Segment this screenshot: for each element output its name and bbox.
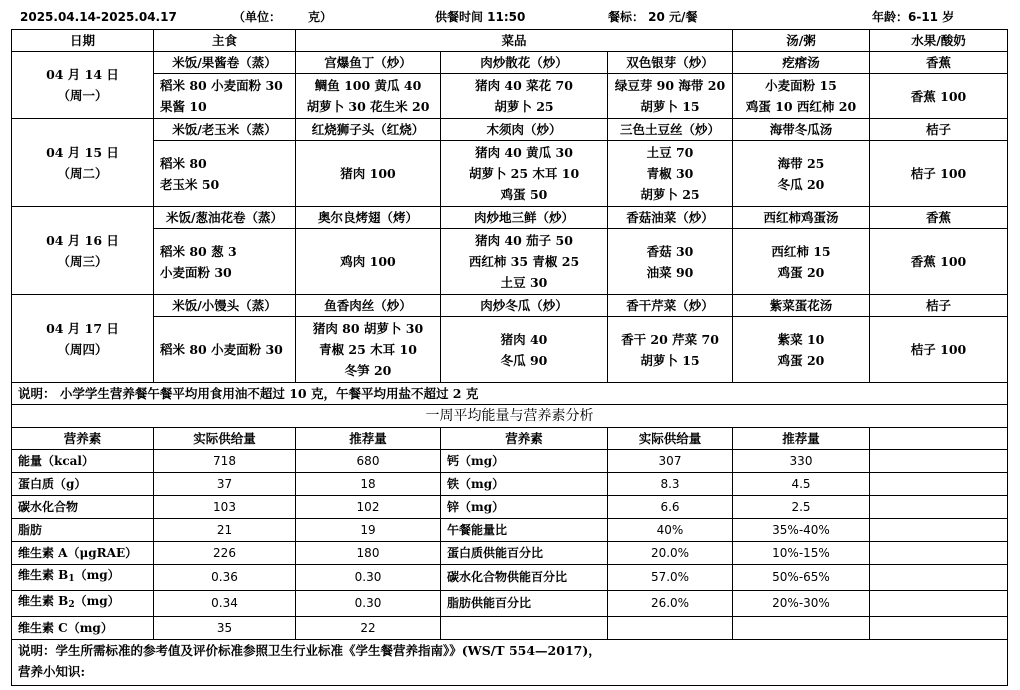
nutrient-actual: 226 [154, 542, 296, 565]
analysis-title: 一周平均能量与营养素分析 [12, 405, 1008, 428]
nutrient-name-text: 维生素 A（μgRAE） [18, 545, 138, 560]
nutrient-actual: 35 [154, 617, 296, 640]
dish-ingredients-line: 香菇 30 [646, 243, 694, 259]
staple-ingredients [154, 141, 296, 207]
dish-ingredients-line: 青椒 25 木耳 10 [319, 342, 417, 357]
dish-ingredients-line: 胡萝卜 30 花生米 20 [306, 99, 430, 114]
dish-ingredients [441, 229, 608, 295]
fruit-name: 桔子 [870, 119, 1008, 141]
nutrient-actual: 0.34 [154, 591, 296, 617]
nutrient-name [12, 565, 154, 591]
nutrient-unit: （mg） [74, 594, 120, 608]
nutrient-name [441, 617, 608, 640]
nutrient-unit: （mg） [74, 568, 120, 582]
dish-name: 宫爆鱼丁（炒） [296, 52, 441, 74]
standard-note-line: 说明：学生所需标准的参考值及评价标准参照卫生行业标准《学生餐营养指南》》(WS/T 554—2017)， [18, 643, 601, 658]
nutrient-actual: 26.0% [608, 591, 733, 617]
actual-header: 实际供给量 [154, 428, 296, 450]
day-date-cell [12, 52, 154, 119]
nutrient-name: 蛋白质供能百分比 [441, 542, 608, 565]
staple-ingredients-line: 稻米 80 葱 3 [160, 243, 237, 259]
dish-ingredients-line: 猪肉 100 [340, 166, 396, 181]
staple-ingredients-line: 老玉米 50 [160, 176, 220, 192]
nutrient-recommended: 680 [296, 450, 441, 473]
blank-cell [870, 565, 1008, 591]
dish-ingredients-line: 猪肉 40 茄子 50 [475, 233, 573, 248]
soup-name: 紫菜蛋花汤 [733, 295, 870, 317]
soup-name: 海带冬瓜汤 [733, 119, 870, 141]
nutrient-name-text: 碳水化合物 [18, 499, 79, 514]
nutrient-recommended: 102 [296, 496, 441, 519]
blank-cell [870, 496, 1008, 519]
actual-header: 实际供给量 [608, 428, 733, 450]
staple-ingredients-line: 稻米 80 小麦面粉 30 [160, 78, 283, 93]
nutrient-header: 营养素 [441, 428, 608, 450]
nutrient-subscript: 2 [68, 600, 75, 610]
fruit-ingredients [870, 74, 1008, 119]
nutrient-recommended: 180 [296, 542, 441, 565]
fruit-name: 桔子 [870, 295, 1008, 317]
dish-ingredients-line: 猪肉 40 黄瓜 30 [475, 145, 573, 160]
dish-ingredients-line: 胡萝卜 15 [640, 99, 700, 114]
nutrient-name-text: 能量（kcal） [18, 453, 94, 468]
day-date-cell-line: （周二） [57, 165, 108, 181]
nutrient-recommended: 20%-30% [733, 591, 870, 617]
col-soup-header: 汤/粥 [733, 30, 870, 52]
nutrient-actual: 6.6 [608, 496, 733, 519]
day-date-cell-line: （周四） [57, 341, 108, 357]
dish-ingredients [608, 141, 733, 207]
soup-ingredients-line: 小麦面粉 15 [765, 78, 837, 93]
nutrient-recommended: 10%-15% [733, 542, 870, 565]
day-date-cell-line: （周三） [57, 253, 108, 269]
nutrient-actual: 57.0% [608, 565, 733, 591]
dish-ingredients-line: 西红柿 35 青椒 25 [468, 254, 580, 269]
fruit-ingredients-line: 香蕉 100 [910, 88, 967, 104]
staple-name: 米饭/葱油花卷（蒸） [154, 207, 296, 229]
nutrient-name: 铁（mg） [441, 473, 608, 496]
nutrient-actual: 0.36 [154, 565, 296, 591]
blank-cell [870, 617, 1008, 640]
fruit-ingredients-line: 桔子 100 [910, 342, 967, 357]
dish-ingredients-line: 胡萝卜 15 [640, 352, 700, 368]
day-date-cell [12, 295, 154, 383]
age-range: 年龄：6-11 岁 [872, 10, 955, 24]
soup-name: 西红柿鸡蛋汤 [733, 207, 870, 229]
dish-ingredients [296, 74, 441, 119]
nutrient-actual: 103 [154, 496, 296, 519]
dish-ingredients-line: 胡萝卜 25 木耳 10 [468, 166, 580, 181]
nutrient-actual: 40% [608, 519, 733, 542]
dish-ingredients-line: 香干 20 芹菜 70 [621, 331, 719, 347]
dish-ingredients [296, 317, 441, 383]
staple-ingredients-line: 果酱 10 [160, 99, 207, 114]
nutrient-name: 锌（mg） [441, 496, 608, 519]
soup-ingredients-line: 紫菜 10 [777, 331, 825, 347]
day-date-cell [12, 207, 154, 295]
nutrient-recommended: 50%-65% [733, 565, 870, 591]
dish-ingredients [296, 229, 441, 295]
nutrient-recommended: 22 [296, 617, 441, 640]
dish-ingredients [608, 317, 733, 383]
dish-ingredients [608, 74, 733, 119]
staple-ingredients [154, 317, 296, 383]
staple-ingredients [154, 74, 296, 119]
standard-note-line: 营养小知识: [18, 664, 86, 679]
soup-ingredients [733, 74, 870, 119]
menu-table [11, 29, 1008, 686]
dish-ingredients-line: 鸡蛋 50 [500, 187, 548, 202]
fruit-name: 香蕉 [870, 207, 1008, 229]
dish-ingredients-line: 土豆 70 [646, 145, 694, 160]
nutrient-name-text: 维生素 B [18, 568, 69, 582]
nutrient-actual: 718 [154, 450, 296, 473]
nutrient-actual: 8.3 [608, 473, 733, 496]
recommended-header: 推荐量 [296, 428, 441, 450]
nutrient-recommended: 2.5 [733, 496, 870, 519]
dish-ingredients-line: 油菜 90 [646, 264, 694, 280]
col-fruit-header: 水果/酸奶 [870, 30, 1008, 52]
nutrient-actual: 20.0% [608, 542, 733, 565]
col-dishes-header: 菜品 [296, 30, 733, 52]
nutrient-name-text: 维生素 B [18, 594, 69, 608]
nutrient-name: 脂肪供能百分比 [441, 591, 608, 617]
staple-ingredients-line: 小麦面粉 30 [160, 264, 232, 280]
fruit-ingredients [870, 141, 1008, 207]
nutrient-recommended: 35%-40% [733, 519, 870, 542]
dish-ingredients [441, 317, 608, 383]
dish-name: 香菇油菜（炒） [608, 207, 733, 229]
soup-ingredients-line: 西红柿 15 [771, 243, 831, 259]
nutrient-name [12, 519, 154, 542]
nutrient-name [12, 542, 154, 565]
dish-ingredients-line: 冬笋 20 [344, 363, 392, 378]
blank-cell [870, 428, 1008, 450]
nutrient-actual: 307 [608, 450, 733, 473]
nutrient-actual: 21 [154, 519, 296, 542]
dish-ingredients [441, 141, 608, 207]
standard-note [12, 640, 1008, 686]
day-date-cell-line: （周一） [57, 88, 108, 103]
soup-ingredients-line: 鸡蛋 10 西红柿 20 [745, 99, 857, 114]
staple-name: 米饭/老玉米（蒸） [154, 119, 296, 141]
dish-ingredients-line: 绿豆芽 90 海带 20 [614, 78, 726, 93]
dish-ingredients [296, 141, 441, 207]
dish-name: 木须肉（炒） [441, 119, 608, 141]
dish-ingredients-line: 鸡肉 100 [340, 254, 396, 269]
nutrient-name: 午餐能量比 [441, 519, 608, 542]
dish-ingredients-line: 猪肉 80 胡萝卜 30 [312, 321, 424, 336]
nutrient-name [12, 591, 154, 617]
recommended-header: 推荐量 [733, 428, 870, 450]
nutrient-recommended: 0.30 [296, 565, 441, 591]
soup-ingredients [733, 317, 870, 383]
blank-cell [870, 542, 1008, 565]
fruit-name: 香蕉 [870, 52, 1008, 74]
staple-ingredients [154, 229, 296, 295]
dish-ingredients-line: 胡萝卜 25 [640, 187, 700, 202]
col-date-header: 日期 [12, 30, 154, 52]
day-date-cell-line: 04 月 14 日 [46, 67, 119, 82]
dish-ingredients-line: 土豆 30 [500, 275, 548, 290]
date-range: 2025.04.14-2025.04.17 [20, 10, 177, 24]
dish-ingredients-line: 冬瓜 90 [500, 352, 548, 368]
dish-name: 双色银芽（炒） [608, 52, 733, 74]
fruit-ingredients-line: 香蕉 100 [910, 254, 967, 269]
staple-name: 米饭/小馒头（蒸） [154, 295, 296, 317]
dish-ingredients-line: 青椒 30 [646, 166, 694, 181]
nutrient-name [12, 617, 154, 640]
nutrient-recommended [733, 617, 870, 640]
blank-cell [870, 591, 1008, 617]
blank-cell [870, 519, 1008, 542]
nutrient-recommended: 0.30 [296, 591, 441, 617]
soup-ingredients-line: 冬瓜 20 [777, 176, 825, 192]
dish-name: 红烧狮子头（红烧） [296, 119, 441, 141]
nutrient-name-text: 脂肪 [18, 522, 43, 537]
nutrient-name [12, 473, 154, 496]
unit-label: （单位： [233, 10, 282, 24]
day-date-cell-line: 04 月 17 日 [46, 320, 119, 336]
staple-name: 米饭/果酱卷（蒸） [154, 52, 296, 74]
nutrient-recommended: 19 [296, 519, 441, 542]
nutrient-header: 营养素 [12, 428, 154, 450]
dish-ingredients [608, 229, 733, 295]
dish-ingredients-line: 鲷鱼 100 黄瓜 40 [314, 78, 422, 93]
dish-ingredients [441, 74, 608, 119]
dish-name: 肉炒散花（炒） [441, 52, 608, 74]
nutrient-name-text: 蛋白质（g） [18, 476, 87, 491]
nutrient-subscript: 1 [68, 574, 75, 584]
fruit-ingredients [870, 317, 1008, 383]
soup-ingredients [733, 141, 870, 207]
nutrient-recommended: 4.5 [733, 473, 870, 496]
nutrient-name: 钙（mg） [441, 450, 608, 473]
dish-name: 奥尔良烤翅（烤） [296, 207, 441, 229]
col-staple-header: 主食 [154, 30, 296, 52]
nutrient-name [12, 496, 154, 519]
soup-ingredients-line: 鸡蛋 20 [777, 264, 825, 280]
nutrient-name: 碳水化合物供能百分比 [441, 565, 608, 591]
serve-time: 供餐时间 11:50 [435, 10, 526, 24]
meal-cost: 餐标： 20 元/餐 [608, 10, 698, 24]
nutrient-name-text: 维生素 C（mg） [18, 620, 113, 635]
day-date-cell-line: 04 月 15 日 [46, 144, 119, 160]
staple-ingredients-line: 稻米 80 [160, 155, 207, 171]
dish-name: 三色土豆丝（炒） [608, 119, 733, 141]
dish-name: 香干芹菜（炒） [608, 295, 733, 317]
day-date-cell [12, 119, 154, 207]
nutrient-recommended: 18 [296, 473, 441, 496]
dish-ingredients-line: 胡萝卜 25 [494, 99, 554, 114]
soup-name: 疙瘩汤 [733, 52, 870, 74]
dish-ingredients-line: 猪肉 40 [500, 331, 548, 347]
staple-ingredients-line: 稻米 80 小麦面粉 30 [160, 342, 283, 357]
nutrient-actual [608, 617, 733, 640]
soup-ingredients [733, 229, 870, 295]
soup-ingredients-line: 鸡蛋 20 [777, 352, 825, 368]
nutrient-actual: 37 [154, 473, 296, 496]
dish-name: 鱼香肉丝（炒） [296, 295, 441, 317]
fruit-ingredients-line: 桔子 100 [910, 166, 967, 181]
dish-ingredients-line: 猪肉 40 菜花 70 [475, 78, 573, 93]
blank-cell [870, 450, 1008, 473]
nutrient-name [12, 450, 154, 473]
unit-value: 克） [308, 10, 333, 24]
fruit-ingredients [870, 229, 1008, 295]
dish-name: 肉炒地三鲜（炒） [441, 207, 608, 229]
oil-salt-note: 说明： 小学学生营养餐午餐平均用食用油不超过 10 克，午餐平均用盐不超过 2 克 [12, 383, 1008, 405]
nutrient-recommended: 330 [733, 450, 870, 473]
blank-cell [870, 473, 1008, 496]
soup-ingredients-line: 海带 25 [777, 155, 825, 171]
dish-name: 肉炒冬瓜（炒） [441, 295, 608, 317]
day-date-cell-line: 04 月 16 日 [46, 232, 119, 248]
